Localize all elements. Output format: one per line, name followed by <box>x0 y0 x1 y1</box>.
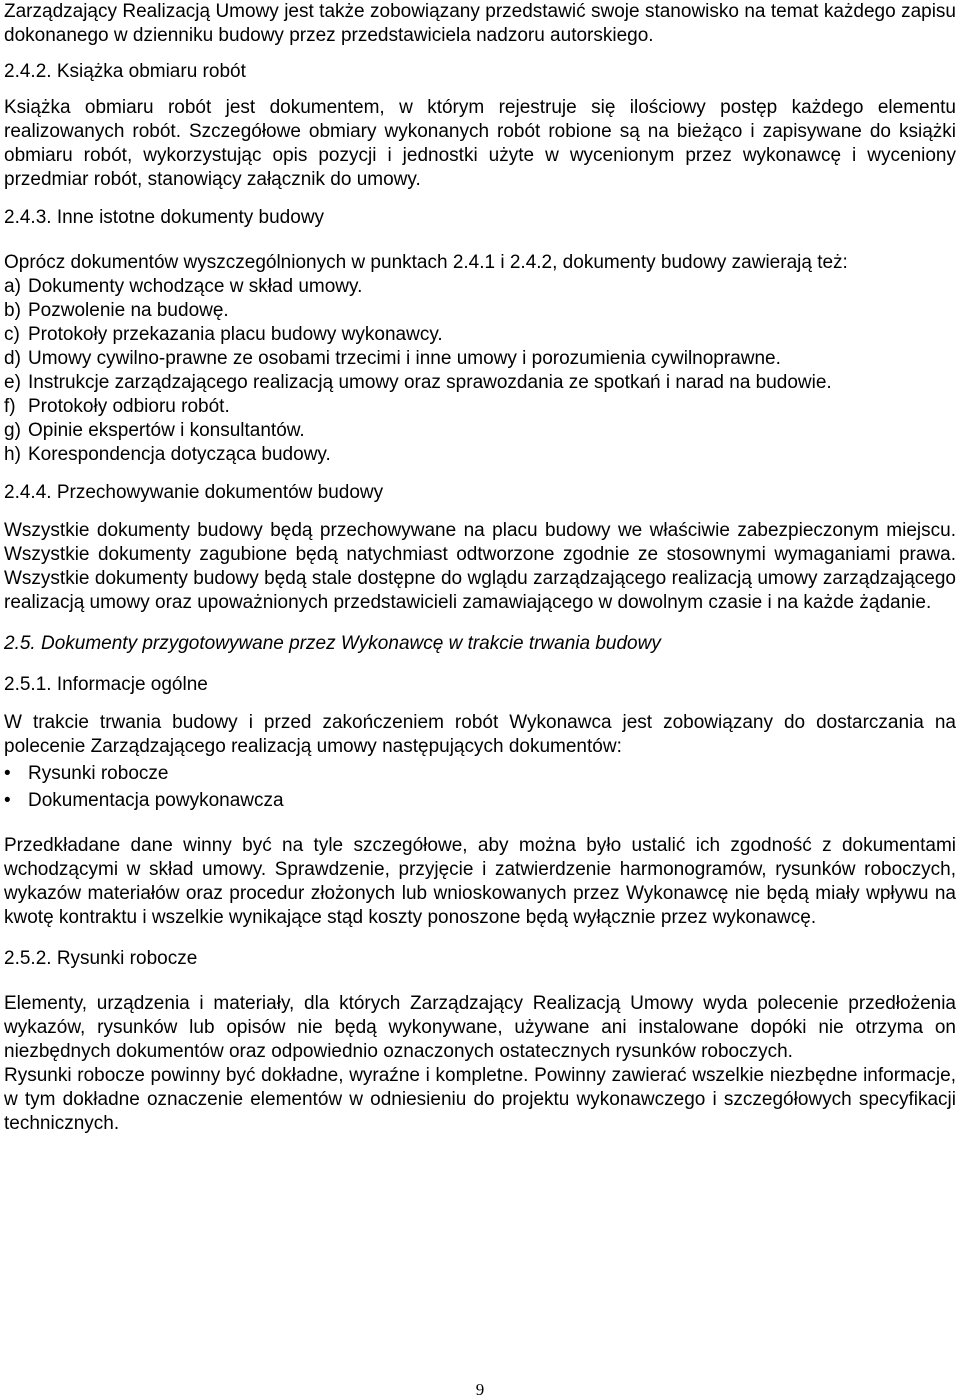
list-item: c) Protokoły przekazania placu budowy wykonawcy. <box>4 324 443 345</box>
list-item: f) Protokoły odbioru robót. <box>4 396 230 417</box>
list-item: a) Dokumenty wchodzące w skład umowy. <box>4 276 363 297</box>
section-body-2-5-2: Elementy, urządzenia i materiały, dla których Zarządzający Realizacją Umowy wyda polecenie przedłożenia wykazów, rysunków lub opisów nie będą wykonywane, używane ani instalowane dopóki nie otrzyma on niezbędnych dokumentów oraz odpowiednio oznaczonych ostatecznych rysunków roboczych. <box>4 993 956 1062</box>
section-body-2-4-2: Książka obmiaru robót jest dokumentem, w którym rejestruje się ilościowy postęp każdego elementu realizowanych robót. Szczegółowe obmiary wykonanych robót robione są na bieżąco i zapisywane do książki obmiaru robót, wykorzystując opis pozycji i jednostki użyte w wycenionym przez wykonawcę i wyceniony przedmiar robót, stanowiący załącznik do umowy. <box>4 97 956 190</box>
section-body2-2-5-2: Rysunki robocze powinny być dokładne, wyraźne i kompletne. Powinny zawierać wszelkie niezbędne informacje, w tym dokładne oznaczenie elementów w odniesieniu do projektu wykonawczego i szczegółowych specyfikacji technicznych. <box>4 1065 956 1134</box>
bullet-icon: • <box>4 790 11 811</box>
section-intro-2-4-3: Oprócz dokumentów wyszczególnionych w punktach 2.4.1 i 2.4.2, dokumenty budowy zawierają też: <box>4 252 848 273</box>
section-body-2-5-1: W trakcie trwania budowy i przed zakończeniem robót Wykonawca jest zobowiązany do dostarczania na polecenie Zarządzającego realizacją umowy następujących dokumentów: <box>4 712 956 757</box>
bullet-list <box>4 762 956 813</box>
document-page <box>4 0 956 1136</box>
list-item: d) Umowy cywilno-prawne ze osobami trzecimi i inne umowy i porozumienia cywilnoprawne. <box>4 348 781 369</box>
documents-list <box>4 275 956 467</box>
section-heading-2-4-3: 2.4.3. Inne istotne dokumenty budowy <box>4 207 325 228</box>
section-body-2-4-4: Wszystkie dokumenty budowy będą przechowywane na placu budowy we właściwie zabezpieczonym miejscu. Wszystkie dokumenty zagubione będą natychmiast odtworzone zgodnie ze stosownymi wymaganiami prawa. Wszystkie dokumenty budowy będą stale dostępne do wglądu zarządzającego realizacją umowy zarządzającego realizacją umowy oraz upoważnionych przedstawicieli zamawiającego w dowolnym czasie i na każde żądanie. <box>4 520 956 613</box>
section-heading-2-5-1: 2.5.1. Informacje ogólne <box>4 674 208 695</box>
section-heading-2-5: 2.5. Dokumenty przygotowywane przez Wykonawcę w trakcie trwania budowy <box>4 633 661 654</box>
section-body2-2-5-1: Przedkładane dane winny być na tyle szczegółowe, aby można było ustalić ich zgodność z dokumentami wchodzącymi w skład umowy. Sprawdzenie, przyjęcie i zatwierdzenie harmonogramów, rysunków roboczych, wykazów materiałów oraz procedur złożonych lub wnioskowanych przez Wykonawcę nie będą miały wpływu na kwotę kontraktu i wszelkie wynikające stąd koszty ponoszone będą wyłącznie przez wykonawcę. <box>4 835 956 928</box>
bullet-icon: • <box>4 763 11 784</box>
page-number: 9 <box>475 1380 485 1399</box>
list-item: • Rysunki robocze <box>4 763 169 784</box>
list-item: • Dokumentacja powykonawcza <box>4 790 284 811</box>
section-heading-2-5-2: 2.5.2. Rysunki robocze <box>4 948 198 969</box>
list-item: h) Korespondencja dotycząca budowy. <box>4 444 331 465</box>
section-heading-2-4-4: 2.4.4. Przechowywanie dokumentów budowy <box>4 482 384 503</box>
section-heading-2-4-2: 2.4.2. Książka obmiaru robót <box>4 61 246 82</box>
list-item: e) Instrukcje zarządzającego realizacją umowy oraz sprawozdania ze spotkań i narad na budowie. <box>4 372 832 393</box>
intro-paragraph: Zarządzający Realizacją Umowy jest także zobowiązany przedstawić swoje stanowisko na temat każdego zapisu dokonanego w dzienniku budowy przez przedstawiciela nadzoru autorskiego. <box>4 1 956 46</box>
list-item: b) Pozwolenie na budowę. <box>4 300 229 321</box>
list-item: g) Opinie ekspertów i konsultantów. <box>4 420 305 441</box>
